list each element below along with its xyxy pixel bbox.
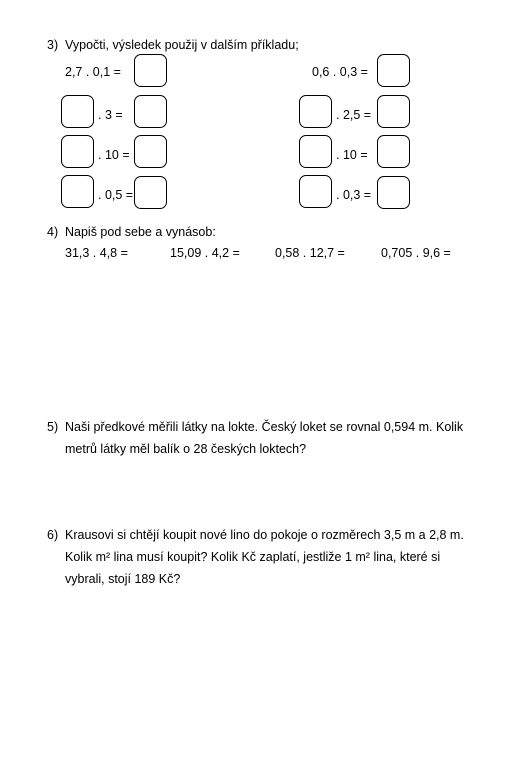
answer-box[interactable] xyxy=(377,95,410,128)
operand-box[interactable] xyxy=(299,175,332,208)
answer-box[interactable] xyxy=(134,135,167,168)
task4-problem-1: 31,3 . 4,8 = xyxy=(65,246,128,260)
task6-text xyxy=(65,524,464,590)
answer-box[interactable] xyxy=(134,95,167,128)
answer-box[interactable] xyxy=(377,176,410,209)
task3-left-start-expression: 2,7 . 0,1 = xyxy=(65,65,121,79)
answer-box[interactable] xyxy=(134,176,167,209)
task6-number: 6) xyxy=(47,528,59,542)
task3-number: 3) xyxy=(47,38,59,52)
task6-line-3: vybrali, stojí 189 Kč? xyxy=(65,572,181,586)
task3-right-step-2: . 10 = xyxy=(336,148,368,162)
task5-text xyxy=(65,416,463,460)
task5-line-2: metrů látky měl balík o 28 českých loktech? xyxy=(65,442,307,456)
answer-box[interactable] xyxy=(377,54,410,87)
answer-box[interactable] xyxy=(134,54,167,87)
task3-right-step-1: . 2,5 = xyxy=(336,108,372,122)
task4-problem-4: 0,705 . 9,6 = xyxy=(381,246,451,260)
task3-left-step-2: . 10 = xyxy=(98,148,130,162)
task4-instruction: Napiš pod sebe a vynásob: xyxy=(65,225,216,239)
operand-box[interactable] xyxy=(61,175,94,208)
answer-box[interactable] xyxy=(377,135,410,168)
operand-box[interactable] xyxy=(299,95,332,128)
task4-number: 4) xyxy=(47,225,59,239)
task3-right-start-expression: 0,6 . 0,3 = xyxy=(312,65,368,79)
task6-line-2: Kolik m² lina musí koupit? Kolik Kč zaplatí, jestliže 1 m² lina, které si xyxy=(65,550,441,564)
task4-problem-3: 0,58 . 12,7 = xyxy=(275,246,345,260)
task3-instruction: Vypočti, výsledek použij v dalším příkladu; xyxy=(65,38,299,52)
operand-box[interactable] xyxy=(61,95,94,128)
task3-right-step-3: . 0,3 = xyxy=(336,188,372,202)
task3-left-step-1: . 3 = xyxy=(98,108,123,122)
task6-line-1: Krausovi si chtějí koupit nové lino do pokoje o rozměrech 3,5 m a 2,8 m. xyxy=(65,528,464,542)
task5-number: 5) xyxy=(47,420,59,434)
operand-box[interactable] xyxy=(61,135,94,168)
task4-problem-2: 15,09 . 4,2 = xyxy=(170,246,240,260)
task5-line-1: Naši předkové měřili látky na lokte. Český loket se rovnal 0,594 m. Kolik xyxy=(65,420,464,434)
task3-left-step-3: . 0,5 = xyxy=(98,188,134,202)
operand-box[interactable] xyxy=(299,135,332,168)
